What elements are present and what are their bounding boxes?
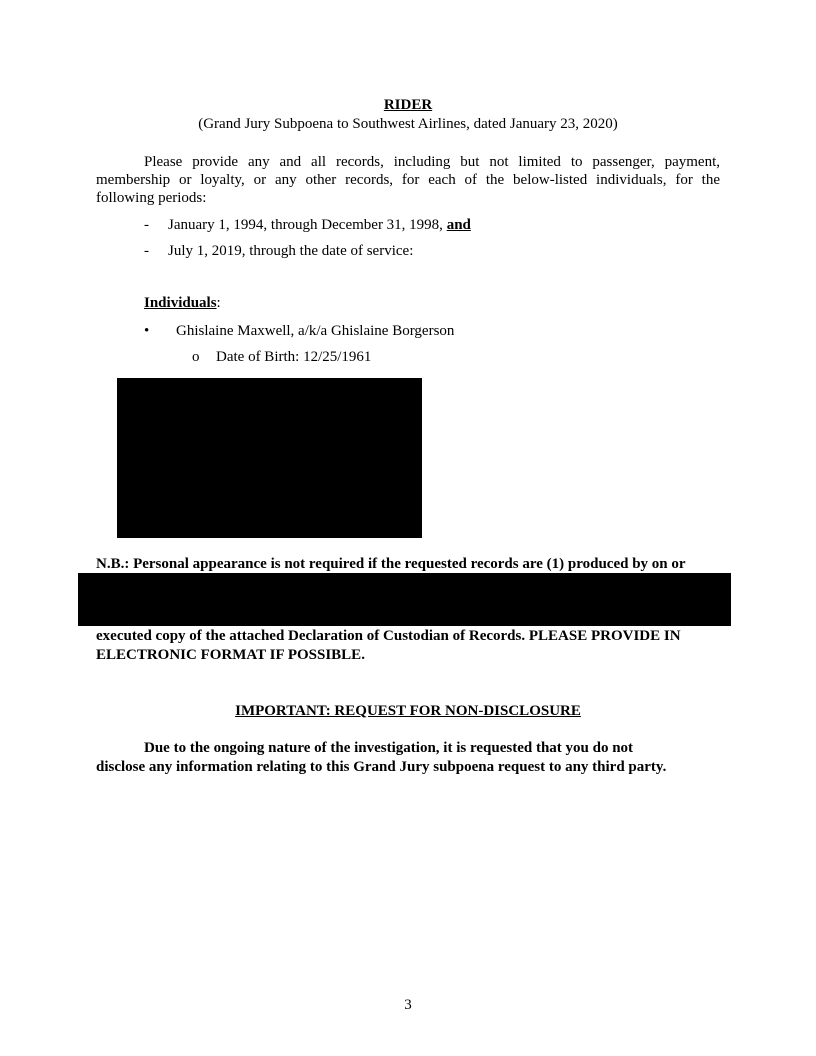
period-text: January 1, 1994, through December 31, 1998, [168,217,447,233]
dash-marker: - [144,243,149,259]
nondisclosure-line-2: disclose any information relating to this Grand Jury subpoena request to any third party. [96,759,667,775]
date-of-birth: Date of Birth: 12/25/1961 [216,349,372,365]
nb-line-2: executed copy of the attached Declaration of Custodian of Records. PLEASE PROVIDE IN [96,628,681,644]
individual-detail [192,348,372,366]
sub-bullet-icon: o [192,349,200,365]
dash-marker: - [144,217,149,233]
rider-title: RIDER [383,97,433,113]
intro-line-1: Please provide any and all records, including but not limited to passenger, payment, [144,154,720,170]
intro-paragraph [96,153,720,207]
page-number: 3 [404,997,412,1013]
period-item [144,216,471,234]
individuals-heading: Individuals: [144,295,221,311]
nondisclosure-heading: IMPORTANT: REQUEST FOR NON-DISCLOSURE [235,703,581,719]
nondisclosure-line-1: Due to the ongoing nature of the investigation, it is requested that you do not [144,740,634,756]
intro-line-2: membership or loyalty, or any other records, for each of the below-listed individuals, for the [96,172,720,188]
redaction-block [117,378,422,538]
period-conjunction: and [446,217,471,233]
nb-line-1: N.B.: Personal appearance is not required if the requested records are (1) produced by on or [96,556,686,572]
nb-line-3: ELECTRONIC FORMAT IF POSSIBLE. [96,647,365,663]
individual-name: Ghislaine Maxwell, a/k/a Ghislaine Borgerson [176,323,455,339]
redaction-bar [78,573,731,626]
intro-line-3: following periods: [96,190,207,206]
individual-item [144,322,455,340]
bullet-icon: • [144,323,150,339]
rider-subtitle: (Grand Jury Subpoena to Southwest Airlines, dated January 23, 2020) [198,116,618,132]
period-item [144,242,414,260]
period-text: July 1, 2019, through the date of service: [168,243,414,259]
